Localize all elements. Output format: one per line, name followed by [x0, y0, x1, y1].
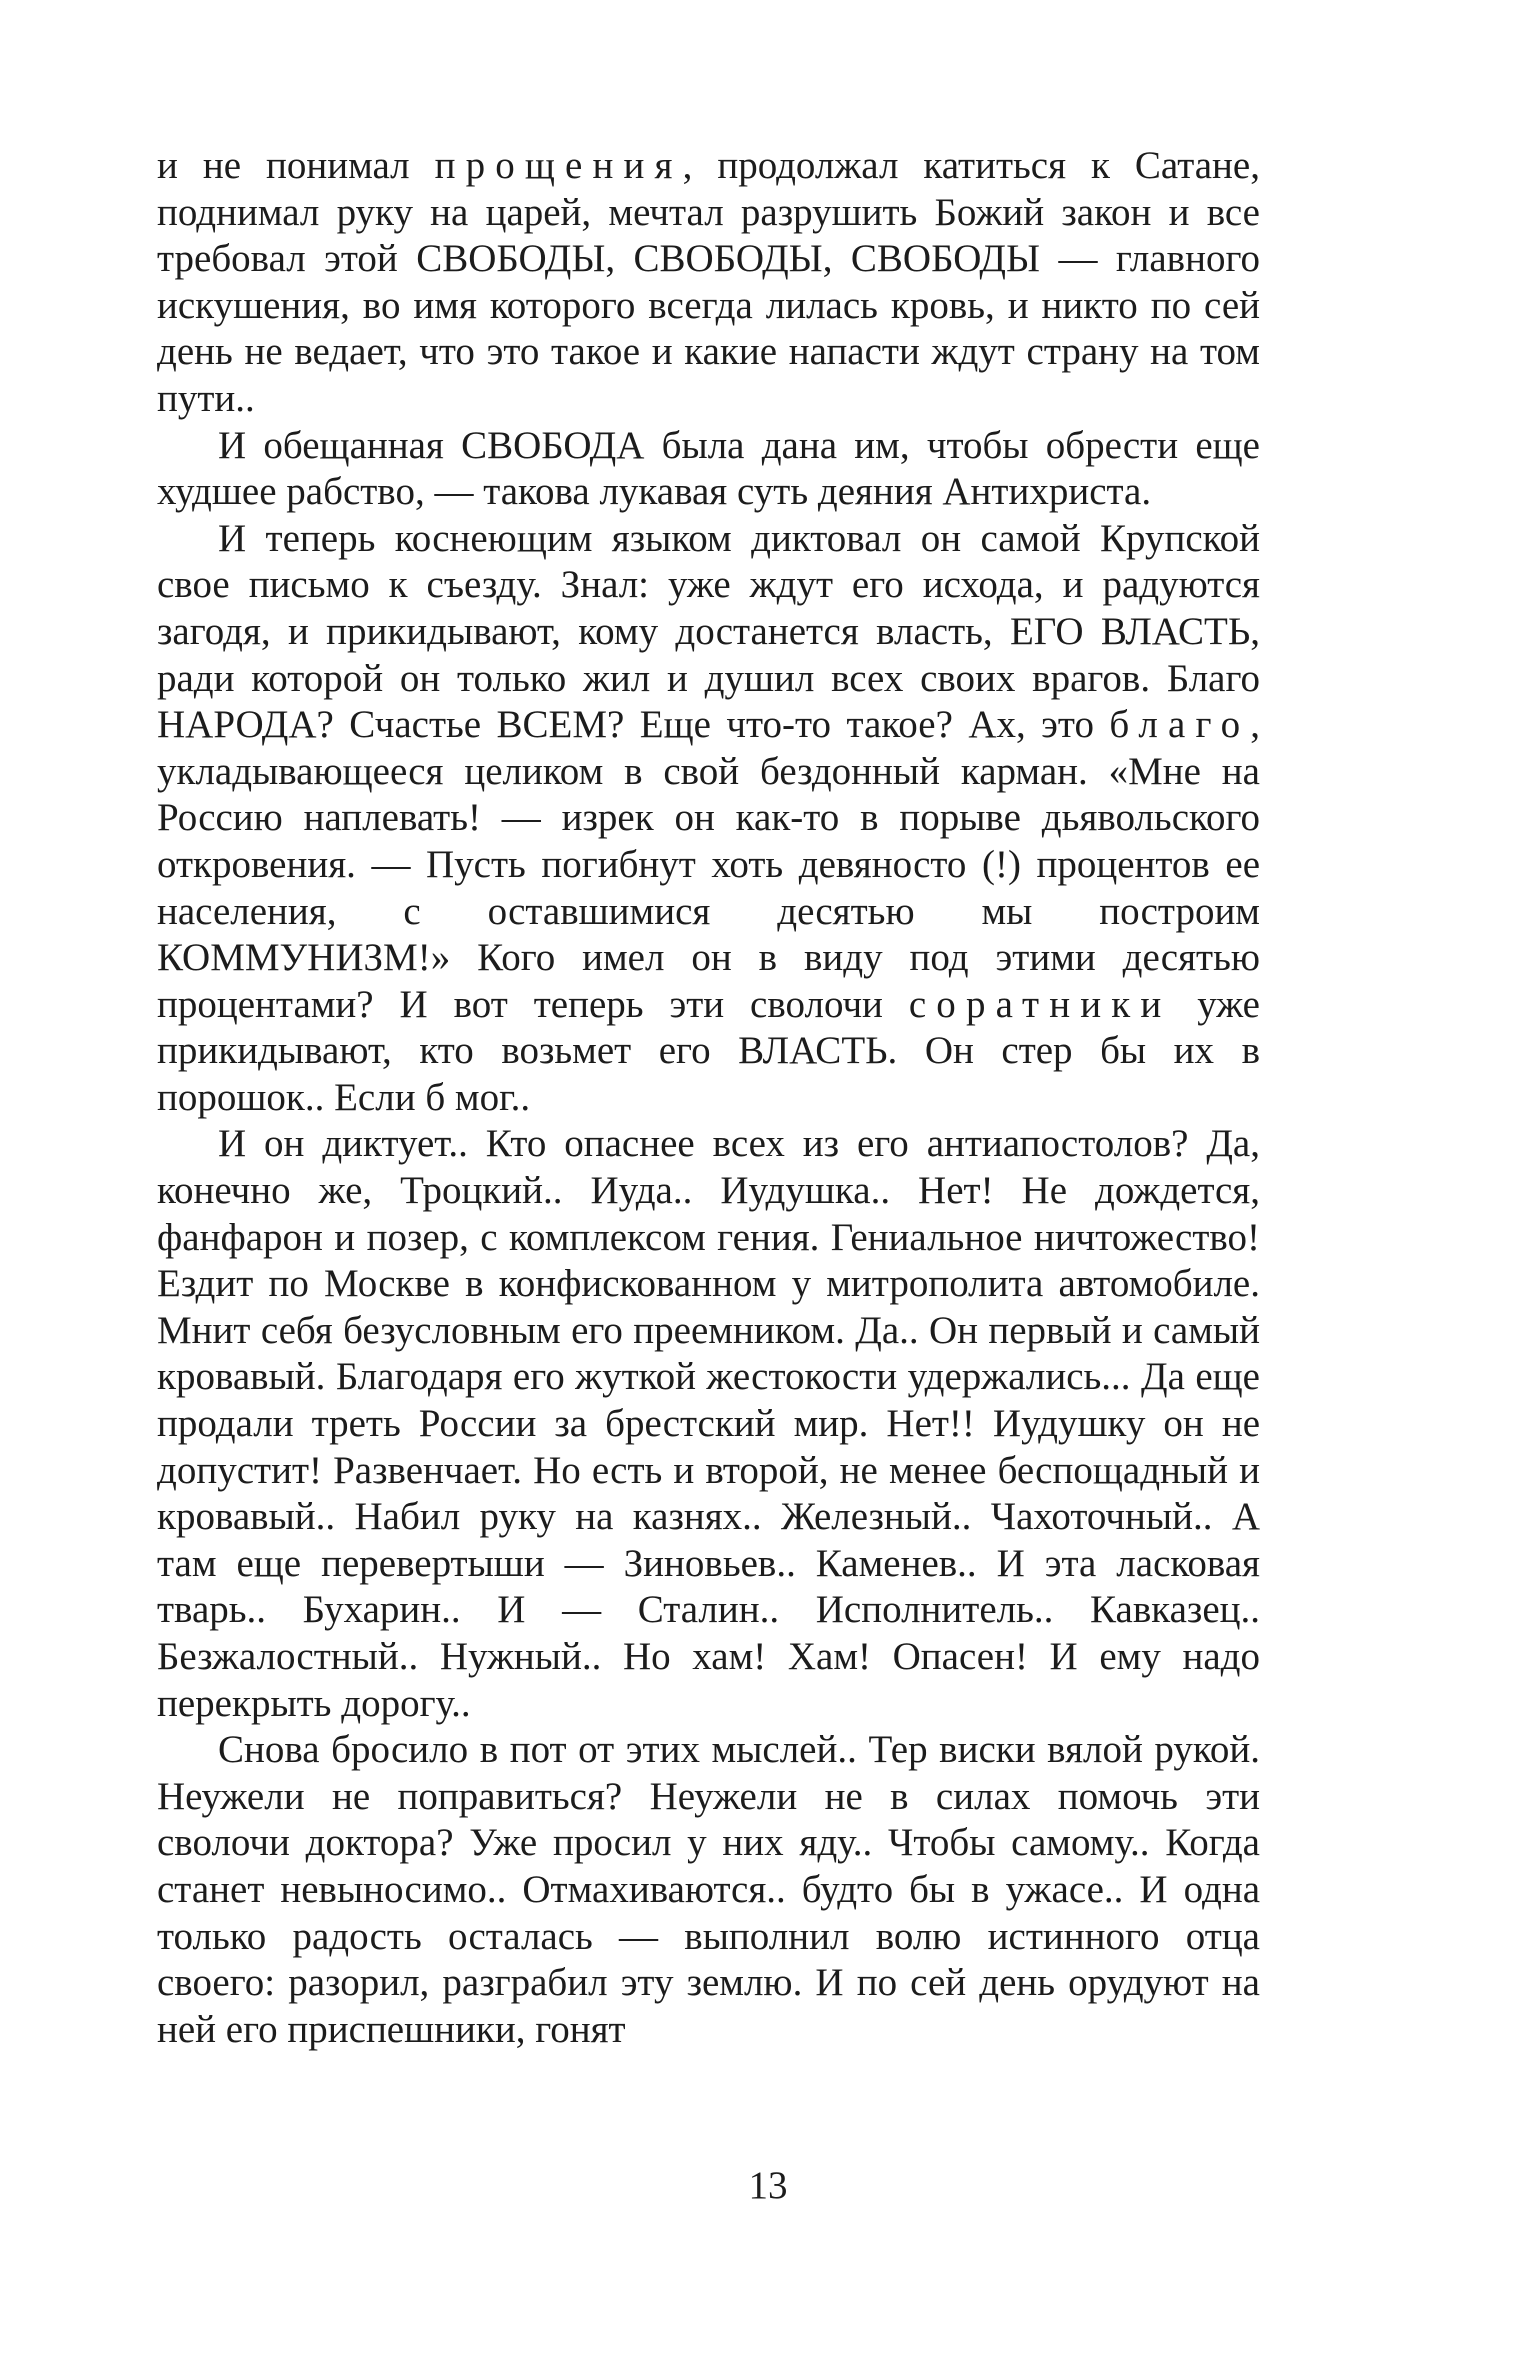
paragraph-text: , укладывающееся целиком в свой бездонный карман. «Мне на Россию наплевать! — изрек он как-то в порыве дьявольского откровения. — Пусть погибнут хоть девяносто (!) процентов ее населения, с оставшимися десятью мы построим КОММУНИЗМ!» Кого имел он в виду под этими десятью процентами? И вот теперь эти сволочи [157, 703, 1260, 1026]
paragraph-text: и не понимал [157, 144, 435, 187]
page-body [157, 143, 1260, 2053]
paragraph-text: И обещанная СВОБОДА была дана им, чтобы обрести еще худшее рабство, — такова лукавая суть деяния Антихриста. [157, 423, 1260, 514]
emphasis-spaced-text: благо [1109, 703, 1251, 747]
paragraph-text: уже прикидывают, кто возьмет его ВЛАСТЬ. Он стер бы их в порошок.. Если б мог.. [157, 982, 1260, 1119]
paragraph-3 [157, 516, 1260, 1122]
paragraph-text: Снова бросило в пот от этих мыслей.. Тер виски вялой рукой. Неужели не поправиться? Неужели не в силах помочь эти сволочи доктора? Уже просил у них яду.. Чтобы самому.. Когда станет невыносимо.. Отмахиваются.. будто бы в ужасе.. И одна только радость осталась — выполнил волю истинного отца своего: разорил, разграбил эту землю. И по сей день орудуют на ней его приспешники, гонят [157, 1728, 1260, 2051]
paragraph-1 [157, 143, 1260, 423]
emphasis-spaced-text: соратники [908, 982, 1172, 1026]
paragraph-text: И он диктует.. Кто опаснее всех из его антиапостолов? Да, конечно же, Троцкий.. Иуда.. Иудушка.. Нет! Не дождется, фанфарон и позер, с комплексом гения. Гениальное ничтожество! Ездит по Москве в конфискованном у митрополита автомобиле. Мнит себя безусловным его преемником. Да.. Он первый и самый кровавый. Благодаря его жуткой жестокости удержались... Да еще продали треть России за брестский мир. Нет!! Иудушку он не допустит! Развенчает. Но есть и второй, не менее беспощадный и кровавый.. Набил руку на казнях.. Железный.. Чахоточный.. А там еще перевертыши — Зиновьев.. Каменев.. И эта ласковая тварь.. Бухарин.. И — Сталин.. Исполнитель.. Кавказец.. Безжалостный.. Нужный.. Но хам! Хам! Опасен! И ему надо перекрыть дорогу.. [157, 1122, 1260, 1725]
paragraph-4 [157, 1121, 1260, 1727]
paragraph-text: , продолжал катиться к Сатане, поднимал руку на царей, мечтал разрушить Божий закон и все требовал этой СВОБОДЫ, СВОБОДЫ, СВОБОДЫ — главного искушения, во имя которого всегда лилась кровь, и никто по сей день не ведает, что это такое и какие напасти ждут страну на том пути.. [157, 144, 1260, 420]
paragraph-2 [157, 423, 1260, 516]
paragraph-5 [157, 1727, 1260, 2053]
emphasis-spaced-text: прощения [434, 144, 683, 187]
paragraph-text: И теперь коснеющим языком диктовал он самой Крупской свое письмо к съезду. Знал: уже ждут его исхода, и радуются загодя, и прикидывают, кому достанется власть, ЕГО ВЛАСТЬ, ради которой он только жил и душил всех своих врагов. Благо НАРОДА? Счастье ВСЕМ? Еще что-то такое? Ах, это [157, 516, 1260, 747]
page-number: 13 [748, 2164, 788, 2207]
